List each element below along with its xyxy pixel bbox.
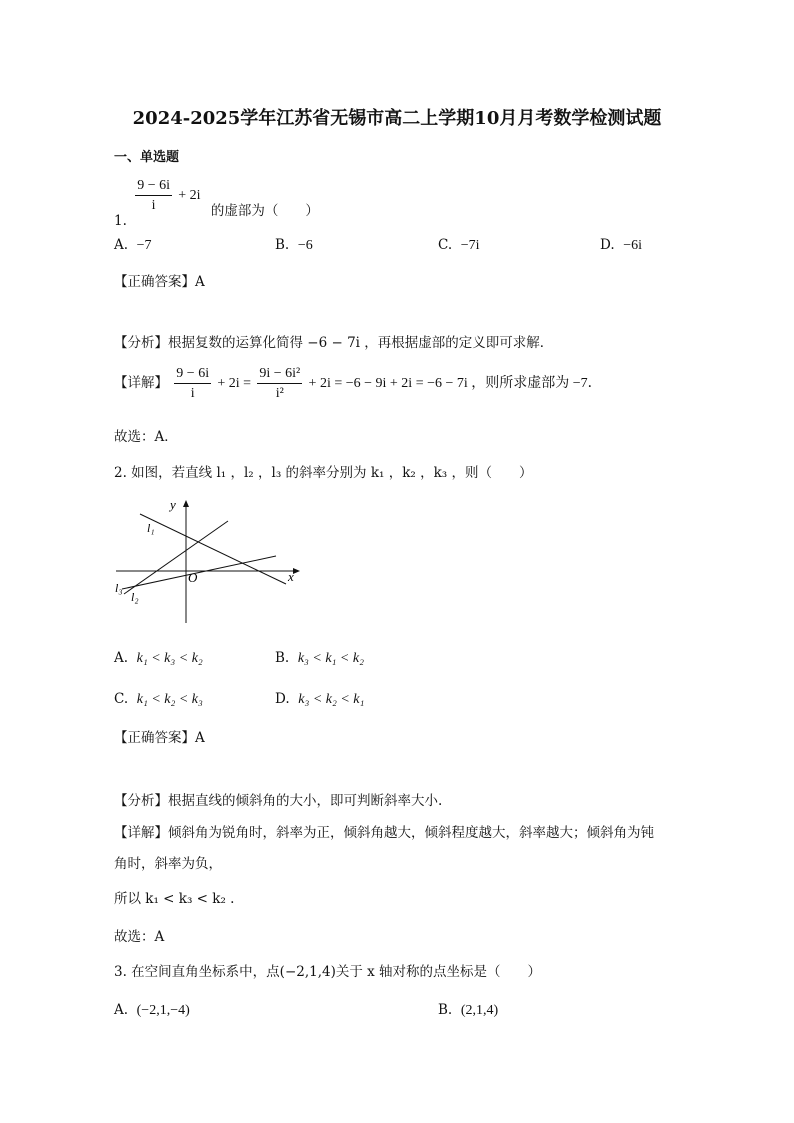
line-l2 <box>124 521 228 594</box>
q2-analysis: 【分析】根据直线的倾斜角的大小，即可判断斜率大小. <box>114 793 443 809</box>
l3-label: l₃ <box>115 581 123 595</box>
q1-stem <box>114 178 319 229</box>
page-title: 2024-2025学年江苏省无锡市高二上学期10月月考数学检测试题 <box>132 108 662 129</box>
q1-plus-term: + 2i <box>178 188 201 203</box>
q2-option-a: A. k₁ < k₃ < k₂ <box>114 650 203 666</box>
q2-detail-line-1: 【详解】倾斜角为锐角时，斜率为正，倾斜角越大，倾斜程度越大，斜率越大；倾斜角为钝 <box>114 825 654 841</box>
q2-detail-line-2: 角时，斜率为负， <box>114 856 222 872</box>
q2-line-figure <box>110 495 305 627</box>
q1-analysis: 【分析】根据复数的运算化简得 −6 − 7i ，再根据虚部的定义即可求解． <box>114 335 554 351</box>
q1-frac-denominator: i <box>151 198 156 213</box>
line-l3 <box>122 556 276 589</box>
q2-option-c: C. k₁ < k₂ < k₃ <box>114 691 203 707</box>
q1-fraction <box>135 178 172 213</box>
x-label: x <box>288 569 294 584</box>
line-l1 <box>140 514 286 584</box>
y-axis-arrow-icon <box>183 500 189 507</box>
q1-detail: 【详解】 $\frac{9 - 6i}{i}$ + 2i = $\frac{\text{9i − 6i²}}{\text{i²}}$ + 2i = −6 − 9i + 2i = −6 − 7i ，则所求虚部为 −7． <box>114 366 602 401</box>
q1-detail-fraction-1: $\frac{9 - 6i}{i}$ <box>176 366 210 401</box>
q2-option-b: B. k₃ < k₁ < k₂ <box>275 650 364 666</box>
q1-number: 1. <box>114 213 127 229</box>
q1-option-c: C. −7i <box>438 237 480 253</box>
q2-stem: 2. 如图，若直线 l₁ ，l₂ ，l₃ 的斜率分别为 k₁ ，k₂ ，k₃ ，则（ ） <box>114 465 533 481</box>
q1-answer: 【正确答案】A <box>114 274 205 290</box>
q2-choose: 故选：A <box>114 929 165 945</box>
q1-option-b: B. −6 <box>275 237 313 253</box>
q1-option-a: A. −7 <box>114 237 152 253</box>
q1-option-d: D. −6i <box>600 237 643 253</box>
q2-answer: 【正确答案】A <box>114 730 205 746</box>
q1-stem-text: 的虚部为（ ） <box>210 203 319 219</box>
q3-stem: 3. 在空间直角坐标系中，点(−2,1,4)关于 x 轴对称的点坐标是（ ） <box>114 964 542 980</box>
origin-label: O <box>188 570 198 585</box>
q2-option-d: D. k₃ < k₂ < k₁ <box>275 691 365 707</box>
l1-label: l₁ <box>147 521 155 535</box>
x-axis-arrow-icon <box>293 568 300 574</box>
l2-label: l₂ <box>131 590 139 604</box>
q1-detail-fraction-2: $\frac{\text{9i − 6i²}}{\text{i²}}$ <box>259 366 301 401</box>
section-heading: 一、单选题 <box>114 150 180 165</box>
q3-option-a: A. (−2,1,−4) <box>114 1002 190 1018</box>
q1-choose: 故选：A． <box>114 429 178 445</box>
q2-detail-line-3: 所以 k₁ < k₃ < k₂ . <box>114 891 235 907</box>
q1-frac-numerator: 9 − 6i <box>135 178 172 196</box>
q3-option-b: B. (2,1,4) <box>438 1002 499 1018</box>
y-label: y <box>170 497 176 512</box>
